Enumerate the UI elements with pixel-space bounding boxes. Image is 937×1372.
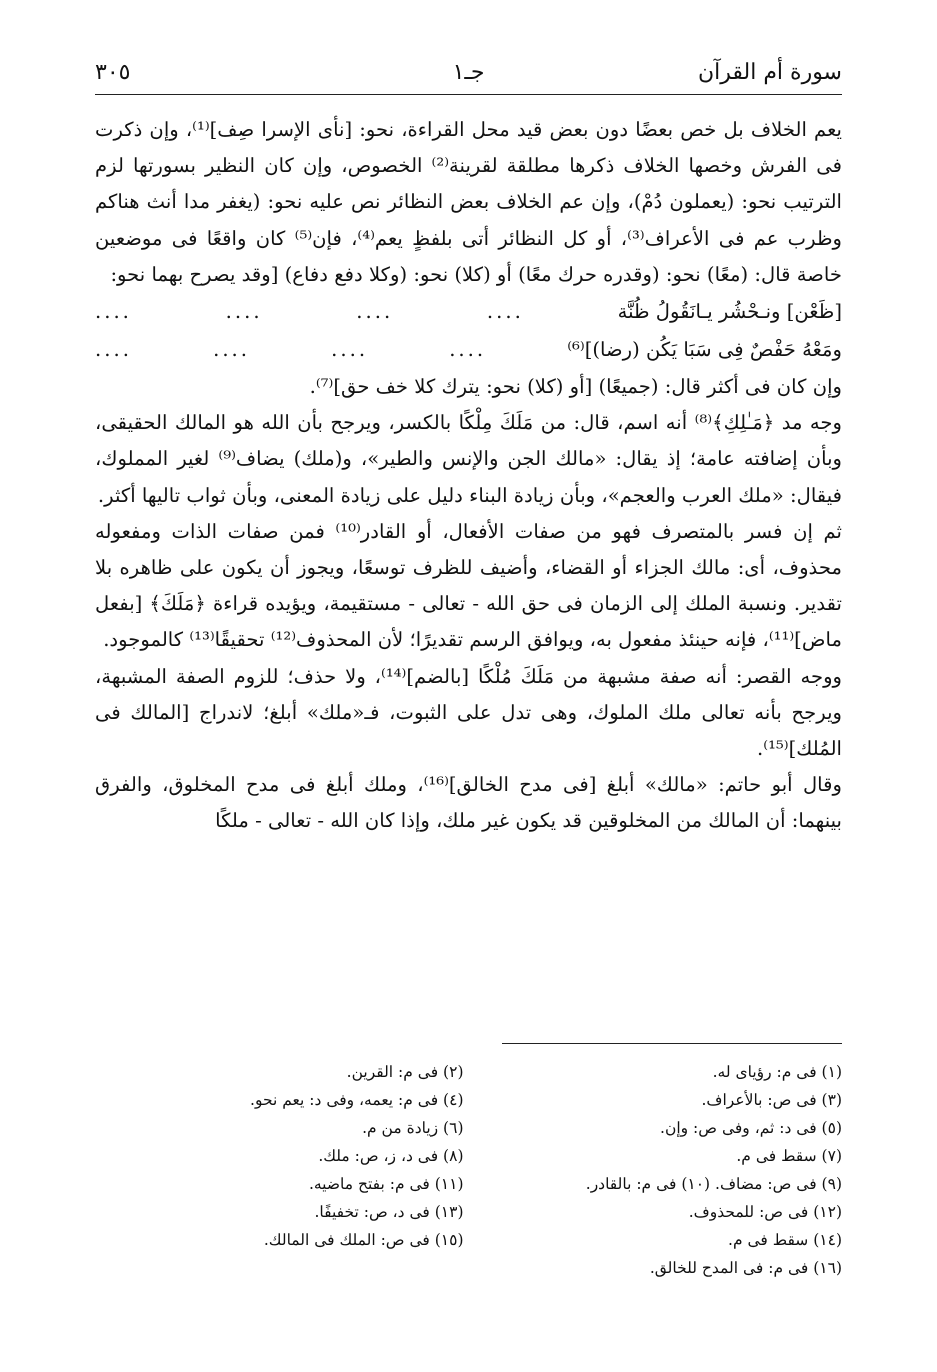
header-divider (95, 94, 842, 95)
footnote-divider (502, 1043, 842, 1044)
footnote: (١٢) فى ص: للمحذوف. (688, 1203, 842, 1221)
page-number: ٣٠٥ (95, 60, 131, 85)
page-header (95, 58, 842, 88)
ellipsis: .... (356, 300, 394, 324)
paragraph-3: وجه مد ﴿مَـٰلِكِ﴾⁽⁸⁾ أنه اسم، قال: من مَلَكَ مِلْكًا بالكسر، ويرجح بأن الله هو المالك الحقيقى، وبأن إضافته عامة؛ إذ يقال: «مالك الجن والإنس والطير»، و(ملك) يضاف⁽⁹⁾ لغير المملوك، فيقال: «ملك العرب والعجم»، وبأن زيادة البناء دليل على زيادة المعنى، وبأن ثواب تاليها أكثر. (95, 411, 842, 507)
footnote: (٧) سقط فى م. (736, 1147, 842, 1165)
paragraph-6: وقال أبو حاتم: «مالك» أبلغ [فى مدح الخالق]⁽¹⁶⁾، وملك أبلغ فى مدح المخلوق، والفرق بينهما: أن المالك من المخلوقين قد يكون غير ملك، وإذا كان الله - تعالى - ملكًا (95, 773, 842, 833)
footnote: (٤) فى م: يعمه، وفى د: يعم نحو. (250, 1091, 464, 1109)
footnote: (١٥) فى ص: الملك فى المالك. (263, 1231, 464, 1249)
volume-label: جـ١ (452, 60, 485, 85)
ellipsis: .... (449, 338, 487, 362)
footnote: (٣) فى ص: بالأعراف. (701, 1091, 842, 1109)
ellipsis: .... (95, 300, 132, 324)
verse-text-2: ومَعْهُ حَفْصٌ فِى سَبَا يَكُن (رضا)]⁽⁶⁾ (567, 338, 842, 362)
verse-line-2 (95, 331, 842, 369)
verse-text-1: [ظَعْن] ونـحْشُر يـانَقُولُ ظُنَّة (617, 300, 842, 324)
paragraph-1: يعم الخلاف بل خص بعضًا دون بعض قيد محل القراءة، نحو: [نأى الإسرا صِف]⁽¹⁾، وإن ذكرت فى الفرش وخصها الخلاف ذكرها مطلقة لقرينة⁽²⁾ الخصوص، وإن كان النظير بسورتها لزم الترتيب نحو: (يعملون دُمْ)، وإن عم الخلاف بعض النظائر نص عليه نحو: (يغفر مدا أنث هناكم وظرب عم فى الأعراف⁽³⁾، أو كل النظائر أتى بلفظٍ يعم⁽⁴⁾، فإن⁽⁵⁾ كان واقعًا فى موضعين خاصة قال: (معًا) نحو: (وقدره حرك معًا) أو (كلا) نحو: (وكلا دفع دفاع) [وقد يصرح بهما نحو: (95, 118, 842, 286)
footnote: (١٣) فى د، ص: تخفيفًا. (314, 1203, 464, 1221)
ellipsis: .... (213, 338, 251, 362)
verse-line-1 (95, 293, 842, 331)
ellipsis: .... (486, 300, 524, 324)
footnote: (٦) زيادة من م. (362, 1119, 464, 1137)
footnote: (٥) فى د: ثم، وفى ص: وإن. (660, 1119, 842, 1137)
footnote: (٨) فى د، ز، ص: ملك. (318, 1147, 464, 1165)
footnote: (٢) فى م: القرين. (346, 1063, 464, 1081)
footnote: (١) فى م: رؤياى له. (712, 1063, 842, 1081)
surah-title: سورة أم القرآن (697, 60, 842, 85)
ellipsis: .... (225, 300, 263, 324)
main-text (95, 112, 842, 840)
footnotes (95, 1058, 842, 1282)
footnote: (٩) فى ص: مضاف. (١٠) فى م: بالقادر. (585, 1175, 842, 1193)
footnote: (١٦) فى م: فى المدح للخالق. (649, 1259, 842, 1277)
paragraph-4: ثم إن فسر بالمتصرف فهو من صفات الأفعال، أو القادر⁽¹⁰⁾ فمن صفات الذات ومفعوله محذوف، أى: مالك الجزاء أو القضاء، وأضيف للظرف توسعًا، ويجوز أن يكون على ظاهره بلا تقدير. ونسبة الملك إلى الزمان فى حق الله - تعالى - مستقيمة، ويؤيده قراءة ﴿مَلَكَ﴾ [بفعل ماض]⁽¹¹⁾، فإنه حينئذ مفعول به، ويوافق الرسم تقديرًا؛ لأن المحذوف⁽¹²⁾ تحقيقًا⁽¹³⁾ كالموجود. (95, 519, 842, 652)
ellipsis: .... (95, 338, 132, 362)
paragraph-5: ووجه القصر: أنه صفة مشبهة من مَلَكَ مُلْكًا [بالضم]⁽¹⁴⁾، ولا حذف؛ للزوم الصفة المشبهة، ويرجح بأنه تعالى ملك الملوك، وهى تدل على الثبوت، فـ«ملك» أبلغ؛ لاندراج [المالك فى المُلك]⁽¹⁵⁾. (95, 664, 842, 761)
footnote: (١٤) سقط فى م. (728, 1231, 842, 1249)
footnote: (١١) فى م: بفتح ماضيه. (308, 1175, 464, 1193)
paragraph-2: وإن كان فى أكثر قال: (جميعًا) [أو (كلا) نحو: يترك كلا خف حق]⁽⁷⁾. (309, 375, 842, 399)
ellipsis: .... (331, 338, 369, 362)
